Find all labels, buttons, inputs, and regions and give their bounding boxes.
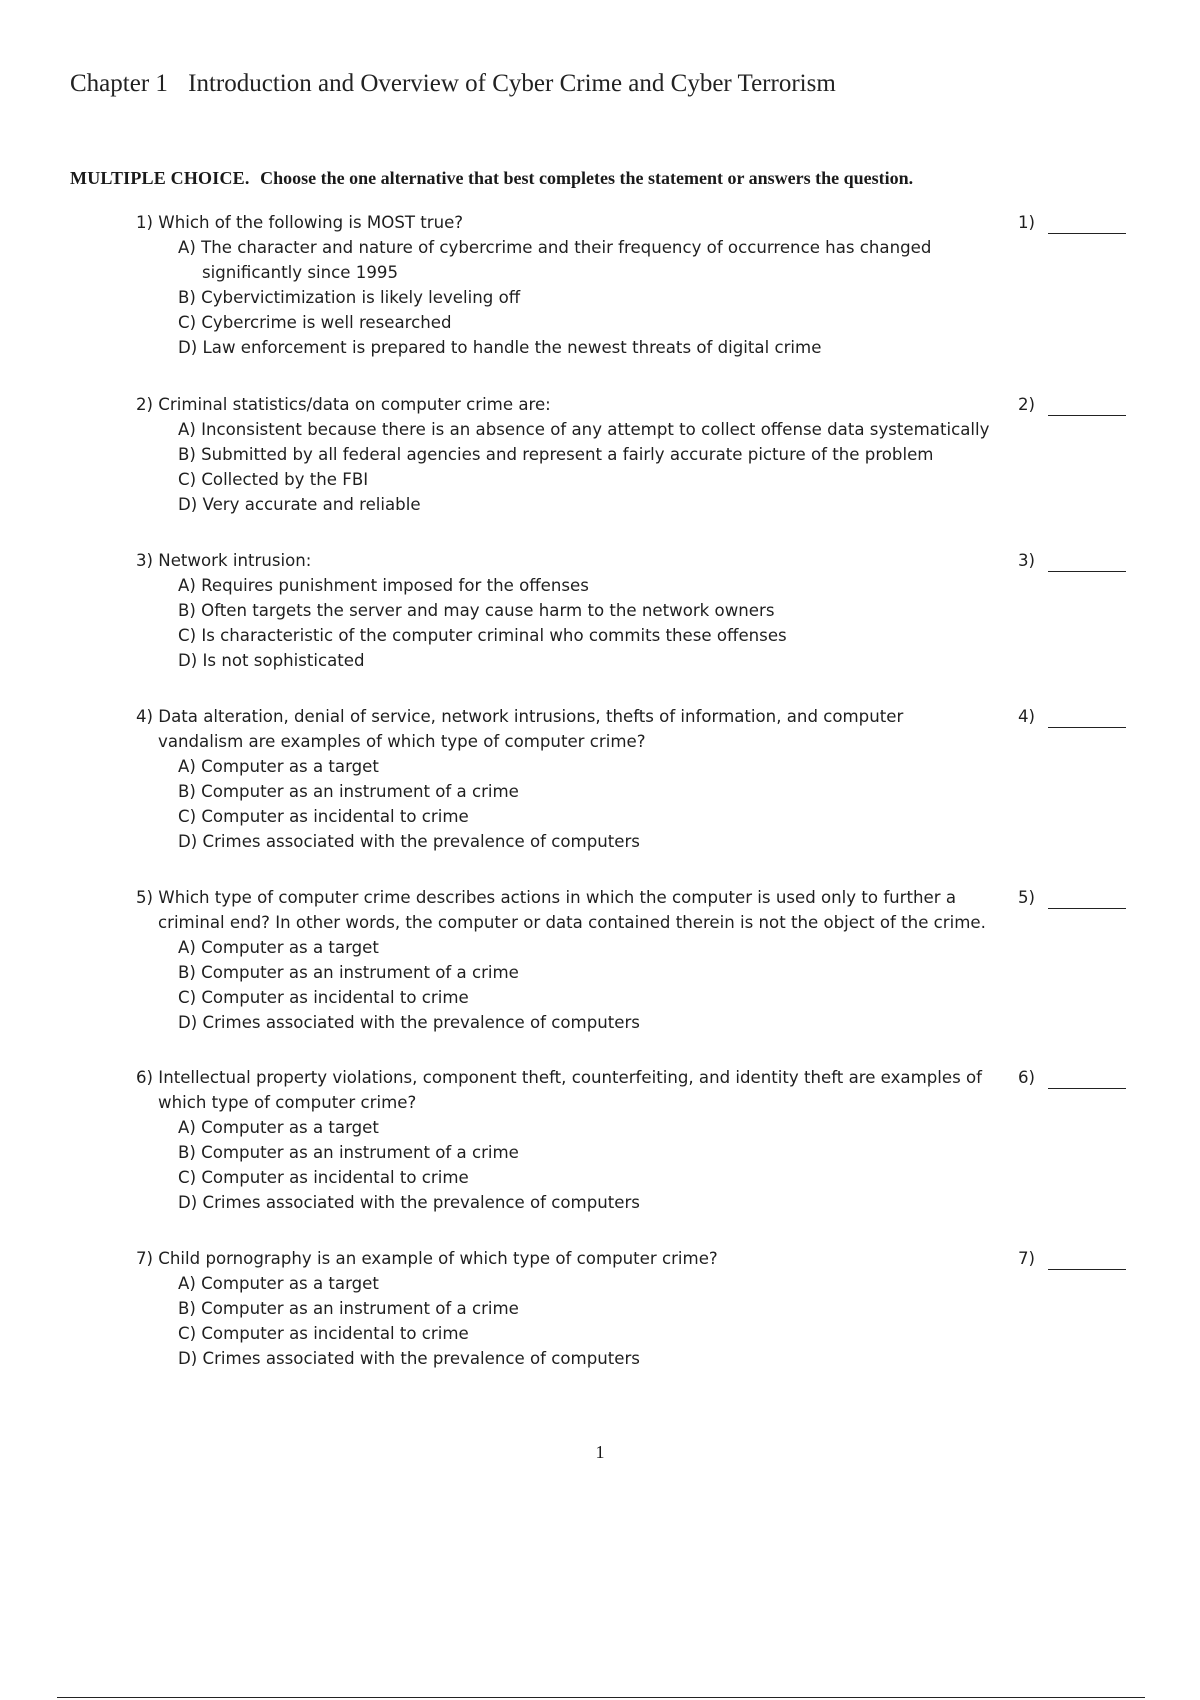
option-list	[178, 754, 998, 854]
page-number: 1	[595, 1442, 605, 1462]
answer-number: 3)	[1018, 551, 1036, 570]
footer-rule	[57, 1697, 1145, 1698]
answer-option: C) Computer as incidental to crime	[178, 807, 469, 826]
question-stem: 7) Child pornography is an example of which type of computer crime?	[136, 1249, 718, 1268]
answer-number: 7)	[1018, 1249, 1036, 1268]
chapter-label: Chapter 1	[70, 70, 168, 97]
option-list	[178, 417, 998, 517]
answer-option: A) Inconsistent because there is an absence of any attempt to collect offense data systematically	[178, 420, 990, 439]
answer-option: D) Is not sophisticated	[178, 651, 365, 670]
answer-option: D) Crimes associated with the prevalence of computers	[178, 1013, 640, 1032]
answer-option: D) Crimes associated with the prevalence of computers	[178, 832, 640, 851]
section-instructions	[70, 168, 913, 189]
answer-option: A) Computer as a target	[178, 938, 379, 957]
answer-option: B) Often targets the server and may cause harm to the network owners	[178, 601, 775, 620]
answer-option: B) Computer as an instrument of a crime	[178, 963, 519, 982]
answer-option: D) Very accurate and reliable	[178, 495, 421, 514]
question-stem: 3) Network intrusion:	[136, 551, 312, 570]
option-list	[178, 573, 998, 673]
question-stem: 4) Data alteration, denial of service, network intrusions, thefts of information, and computer vandalism are examples of which type of computer crime?	[136, 707, 904, 751]
answer-number: 5)	[1018, 888, 1036, 907]
answer-blank-line[interactable]	[1048, 885, 1126, 909]
answer-option: A) Requires punishment imposed for the offenses	[178, 576, 589, 595]
question-stem: 1) Which of the following is MOST true?	[136, 213, 464, 232]
answer-option: A) Computer as a target	[178, 1118, 379, 1137]
answer-number: 4)	[1018, 707, 1036, 726]
answer-option: D) Crimes associated with the prevalence of computers	[178, 1349, 640, 1368]
answer-number: 6)	[1018, 1068, 1036, 1087]
answer-option: C) Computer as incidental to crime	[178, 1324, 469, 1343]
chapter-title: Introduction and Overview of Cyber Crime and Cyber Terrorism	[188, 70, 836, 97]
answer-option: C) Cybercrime is well researched	[178, 313, 452, 332]
answer-option: B) Computer as an instrument of a crime	[178, 1143, 519, 1162]
answer-number: 1)	[1018, 213, 1036, 232]
answer-option: B) Submitted by all federal agencies and represent a fairly accurate picture of the problem	[178, 445, 934, 464]
question-stem: 5) Which type of computer crime describes actions in which the computer is used only to further a criminal end? In other words, the computer or data contained therein is not the object of the crime.	[136, 888, 986, 932]
answer-option: A) Computer as a target	[178, 757, 379, 776]
answer-option: A) Computer as a target	[178, 1274, 379, 1293]
answer-option: D) Law enforcement is prepared to handle the newest threats of digital crime	[178, 338, 822, 357]
question-stem: 6) Intellectual property violations, component theft, counterfeiting, and identity theft are examples of which type of computer crime?	[136, 1068, 983, 1112]
option-list	[178, 1271, 998, 1371]
answer-blank-line[interactable]	[1048, 210, 1126, 234]
answer-blank-line[interactable]	[1048, 1065, 1126, 1089]
section-heading: MULTIPLE CHOICE.	[70, 168, 250, 188]
answer-number: 2)	[1018, 395, 1036, 414]
answer-option: C) Collected by the FBI	[178, 470, 369, 489]
answer-option: C) Is characteristic of the computer criminal who commits these offenses	[178, 626, 787, 645]
answer-blank-line[interactable]	[1048, 548, 1126, 572]
section-direction: Choose the one alternative that best completes the statement or answers the question.	[260, 168, 914, 188]
answer-option: A) The character and nature of cybercrime and their frequency of occurrence has changed significantly since 1995	[178, 238, 932, 282]
question-stem: 2) Criminal statistics/data on computer crime are:	[136, 395, 551, 414]
answer-blank-line[interactable]	[1048, 1246, 1126, 1270]
option-list	[178, 935, 998, 1035]
answer-option: D) Crimes associated with the prevalence of computers	[178, 1193, 640, 1212]
answer-option: C) Computer as incidental to crime	[178, 1168, 469, 1187]
option-list	[178, 1115, 998, 1215]
answer-blank-line[interactable]	[1048, 704, 1126, 728]
answer-option: B) Computer as an instrument of a crime	[178, 782, 519, 801]
option-list	[178, 235, 998, 360]
answer-option: B) Cybervictimization is likely leveling off	[178, 288, 521, 307]
answer-option: B) Computer as an instrument of a crime	[178, 1299, 519, 1318]
answer-option: C) Computer as incidental to crime	[178, 988, 469, 1007]
page-title	[70, 70, 836, 98]
answer-blank-line[interactable]	[1048, 392, 1126, 416]
